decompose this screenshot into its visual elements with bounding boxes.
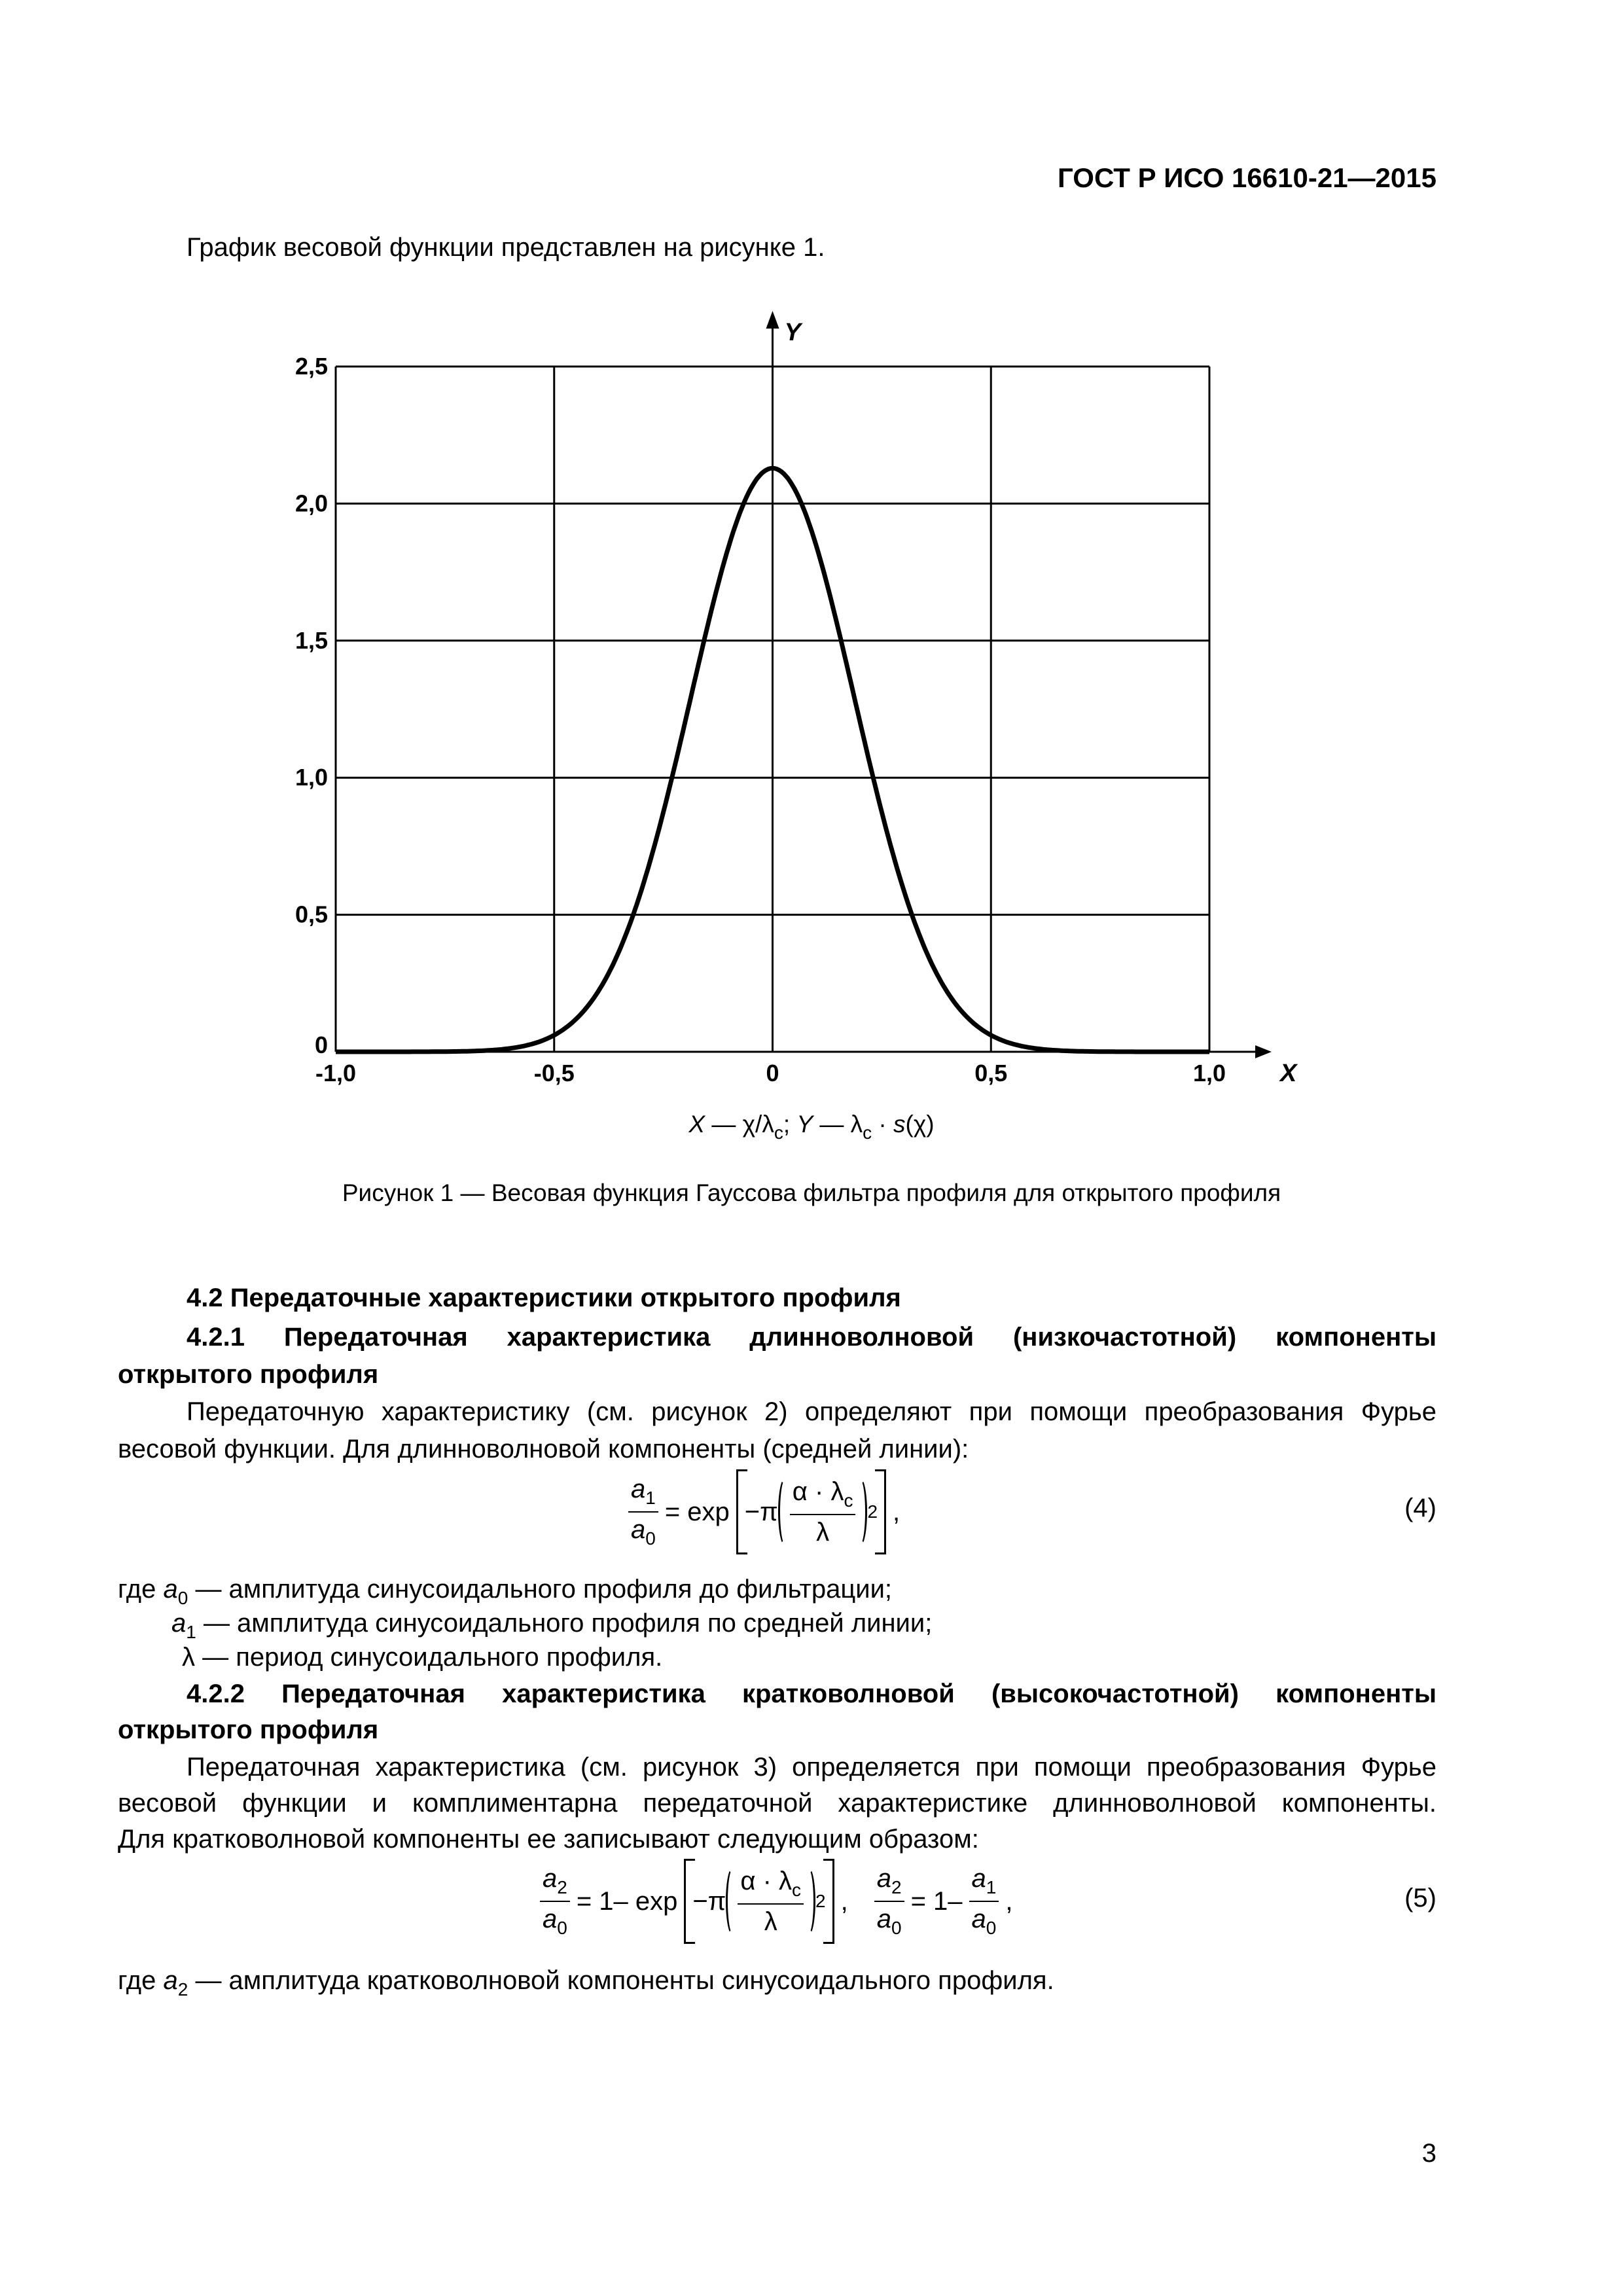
axis-legend: X — $\chi/\lambda_c$; Y — $\lambda_c \cdot s(\chi)$ [688,1111,935,1143]
section-4-2-2-para-line3: Для кратковолновой компоненты ее записывают следующим образом: [118,1825,979,1854]
y-tick-label-3: 1,5 [294,626,328,654]
section-4-2-2-para-line2: весовой функции и комплиментарна передаточной характеристике длинноволновой компоненты. [118,1789,1436,1818]
equation-5-number: (5) [1404,1884,1436,1912]
equation-4-number: (4) [1404,1494,1436,1522]
page-number: 3 [1421,2139,1436,2168]
section-4-2-1-title-line1: 4.2.1 Передаточная характеристика длинноволновой (низкочастотной) компоненты [187,1323,1436,1352]
chart-ticks [295,353,1226,1086]
where-lambda: λ — период синусоидального профиля. [182,1643,663,1672]
y-axis-arrow [766,311,779,329]
x-tick-label-2: 0 [766,1060,779,1086]
section-4-2-1-para-line1: Передаточную характеристику (см. рисунок 2) определяют при помощи преобразования Фурье [187,1397,1436,1426]
x-tick-label-4: 1,0 [1192,1060,1226,1086]
x-tick-label-1: -0,5 [533,1060,575,1086]
y-tick-label-4: 2,0 [294,490,328,517]
x-tick-label-0: -1,0 [315,1060,357,1086]
chart-axes [336,311,1298,1087]
equation-5: $\frac{a_2}{a_0}$ = 1– exp −π $\frac{\alpha \cdot \lambda_c}{\lambda}$ 2 , $\frac{a_2}{a_0}$ = 1– $\frac{a_1}{a_0}$ , [540,1859,1013,1944]
y-tick-label-5: 2,5 [294,353,328,380]
equation-4: $\frac{a_1}{a_0}$ = exp −π $\frac{\alpha \cdot \lambda_c}{\lambda}$ 2 , [628,1469,900,1554]
where-a1: $a_1$ — амплитуда синусоидального профиля по средней линии; [171,1609,933,1642]
x-tick-label-3: 0,5 [974,1060,1008,1086]
axis-legend-x-name: X [688,1111,705,1138]
section-4-2-2-para-line1: Передаточная характеристика (см. рисунок 3) определяется при помощи преобразования Фурье [187,1753,1436,1782]
y-tick-label-2: 1,0 [294,764,328,791]
y-tick-label-0: 0 [314,1031,328,1058]
where-a0: где $a_0$ — амплитуда синусоидального профиля до фильтрации; [118,1575,893,1608]
section-4-2-1-title-line2: открытого профиля [118,1360,379,1389]
y-tick-label-1: 0,5 [294,901,328,928]
document-header: ГОСТ Р ИСО 16610-21—2015 [1058,162,1436,193]
y-axis-label: Y [784,319,801,346]
x-axis-arrow [1255,1045,1272,1058]
section-4-2-2-title-line2: открытого профиля [118,1715,379,1744]
x-axis-label: X [1280,1060,1297,1087]
intro-text: График весовой функции представлен на рисунке 1. [187,233,825,262]
section-4-2-title: 4.2 Передаточные характеристики открытого профиля [187,1283,901,1312]
section-4-2-1-para-line2: весовой функции. Для длинноволновой компоненты (средней линии): [118,1435,969,1463]
axis-legend-x-def: χ/λ [742,1111,774,1138]
where-a2: где $a_2$ — амплитуда кратковолновой компоненты синусоидального профиля. [118,1966,1054,2000]
axis-legend-y-name: Y [796,1111,813,1138]
figure-caption: Рисунок 1 — Весовая функция Гауссова фильтра профиля для открытого профиля [342,1179,1281,1206]
section-4-2-2-title-line1: 4.2.2 Передаточная характеристика кратковолновой (высокочастотной) компоненты [187,1679,1436,1708]
